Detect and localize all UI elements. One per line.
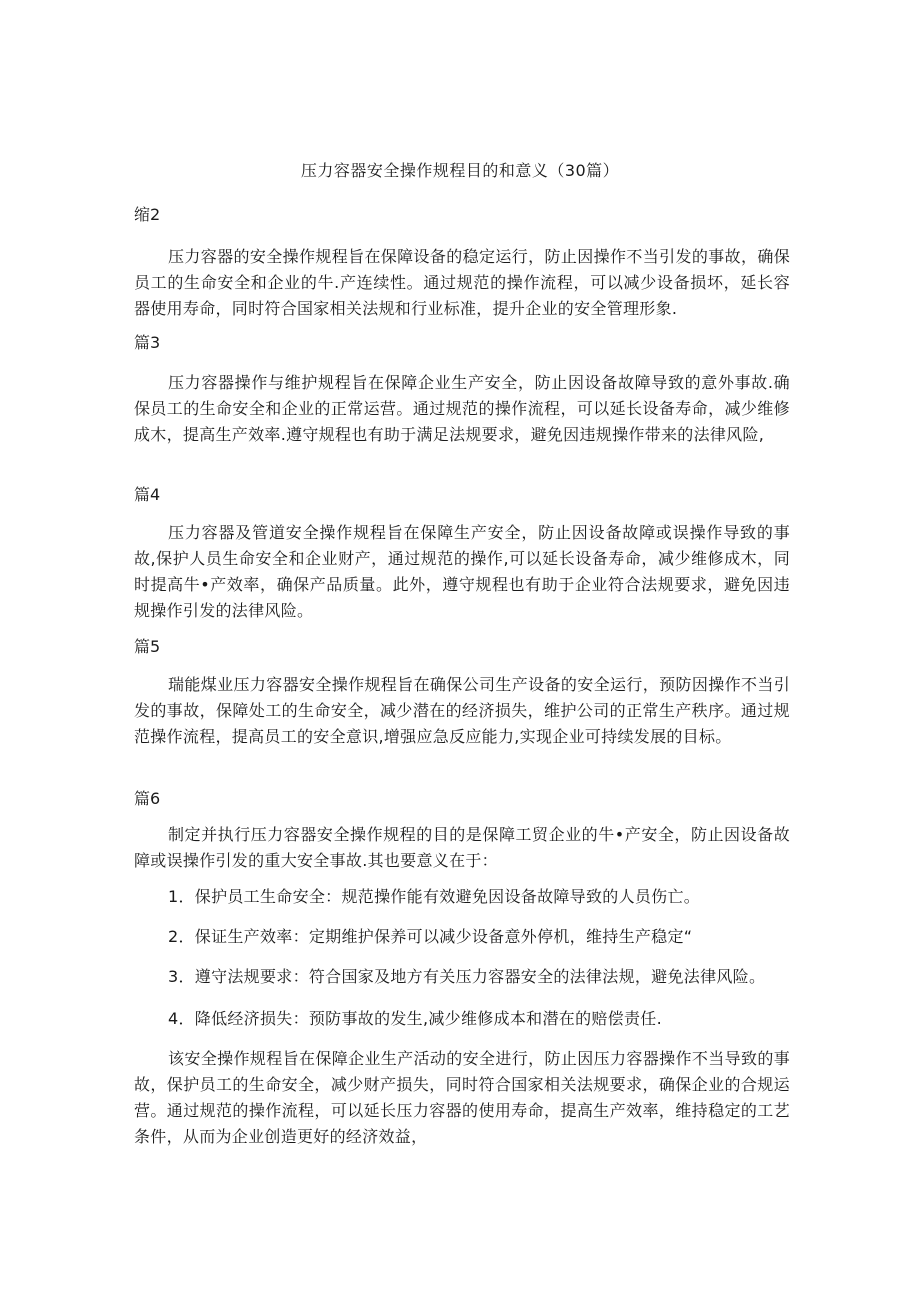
- list-item: 4．降低经济损失：预防事故的发生,减少维修成本和潜在的赔偿责任.: [168, 1009, 662, 1028]
- section-paragraph-4: 压力容器及管道安全操作规程旨在保障生产安全，防止因设备故障或误操作导致的事故,保护人员生命安全和企业财产，通过规范的操作,可以延长设备寿命，减少维修成木，同时提高牛•产效率，确保产品质量。此外，遵守规程也有助于企业符合法规要求，避免因违规操作引发的法律风险。: [134, 523, 790, 620]
- list-item: 3．遵守法规要求：符合国家及地方有关压力容器安全的法律法规，避免法律风险。: [168, 967, 766, 986]
- list-item: 2．保证生产效率：定期维护保养可以减少设备意外停机，维持生产稳定“: [168, 927, 693, 946]
- section-paragraph-3: 压力容器操作与维护规程旨在保障企业生产安全，防止因设备故障导致的意外事故.确保员工的生命安全和企业的正常运营。通过规范的操作流程，可以延长设备寿命，减少维修成木，提高生产效率.遵守规程也有助于满足法规要求，避免因违规操作带来的法律风险,: [134, 373, 790, 444]
- section-paragraph-5: 瑞能煤业压力容器安全操作规程旨在确保公司生产设备的安全运行，预防因操作不当引发的事故，保障处工的生命安全，减少潜在的经济损失，维护公司的正常生产秩序。通过规范操作流程，提高员工的安全意识,增强应急反应能力,实现企业可持续发展的目标。: [134, 675, 790, 746]
- list-item: 1．保护员工生命安全：规范操作能有效避免因设备故障导致的人员伤亡。: [168, 887, 701, 906]
- section-paragraph-2: 压力容器的安全操作规程旨在保障设备的稳定运行，防止因操作不当引发的事故，确保员工的生命安全和企业的牛.产连续性。通过规范的操作流程，可以减少设备损坏，延长容器使用寿命，同时符合国家相关法规和行业标准，提升企业的安全管理形象.: [134, 247, 790, 318]
- document-title: 压力容器安全操作规程目的和意义（30篇）: [300, 161, 620, 180]
- section-heading-6: 篇6: [134, 789, 161, 808]
- section-paragraph-6: 制定并执行压力容器安全操作规程的目的是保障工贸企业的牛•产安全，防止因设备故障或误操作引发的重大安全事故.其也要意义在于：: [134, 825, 790, 870]
- section-heading-2: 缩2: [134, 205, 161, 224]
- section-heading-3: 篇3: [134, 333, 161, 352]
- closing-paragraph: 该安全操作规程旨在保障企业生产活动的安全进行，防止因压力容器操作不当导致的事故，保护员工的生命安全，减少财产损失，同时符合国家相关法规要求，确保企业的合规运营。通过规范的操作流程，可以延长压力容器的使用寿命，提高生产效率，维持稳定的工艺条件，从而为企业创造更好的经济效益，: [134, 1049, 790, 1146]
- section-heading-4: 篇4: [134, 485, 161, 504]
- section-heading-5: 篇5: [134, 637, 161, 656]
